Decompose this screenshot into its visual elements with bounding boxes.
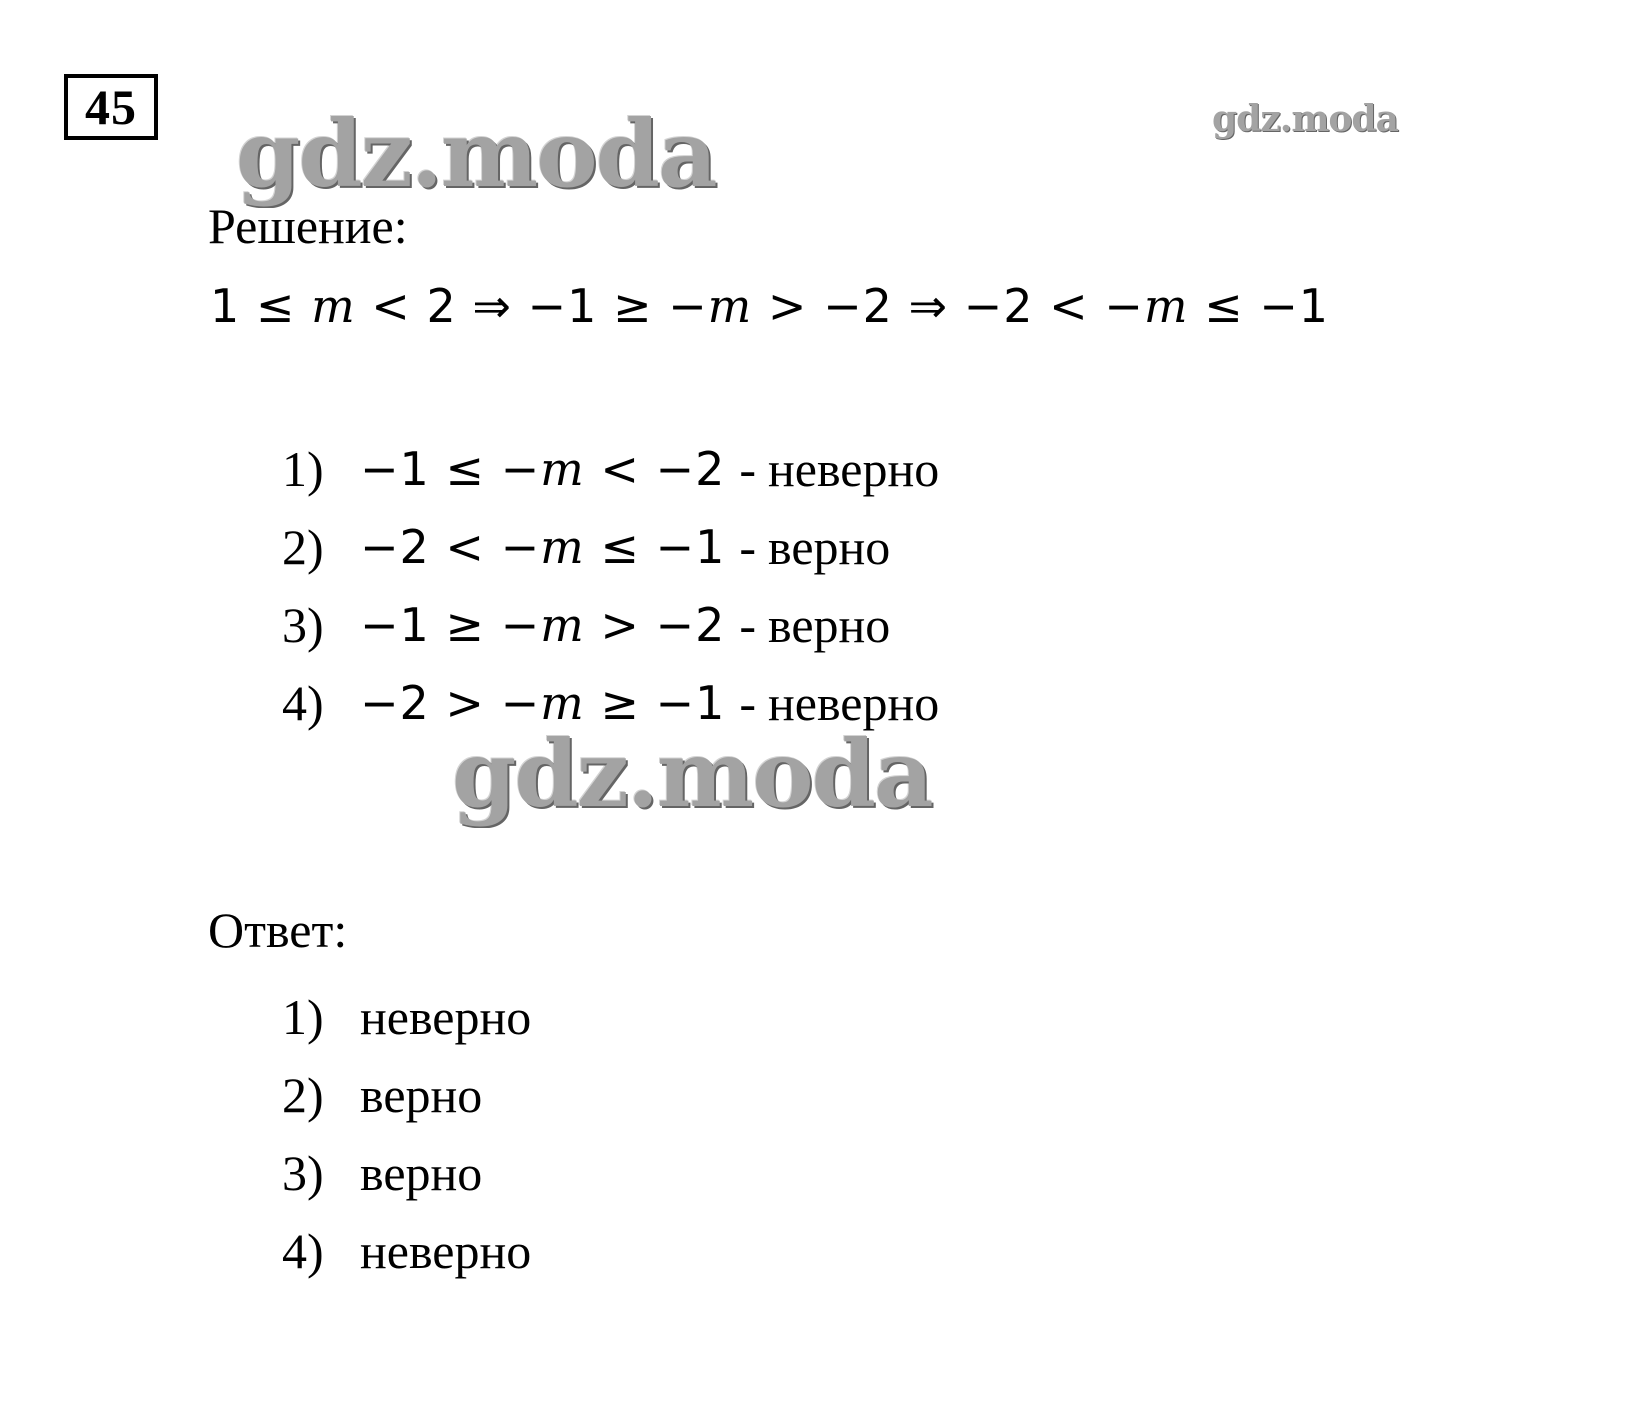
solution-list (282, 430, 939, 742)
chain-part: > −2 ⇒ −2 < − (752, 279, 1144, 333)
item-number: 4) (282, 1223, 324, 1279)
item-number: 3) (282, 1145, 324, 1201)
item-number: 4) (282, 675, 324, 731)
answer-list (282, 978, 531, 1290)
solution-item (282, 430, 939, 508)
inequality-chain (210, 276, 1329, 336)
item-verdict: неверно (768, 675, 940, 731)
item-dash: - (739, 519, 757, 575)
answer-item (282, 978, 531, 1056)
answer-item (282, 1056, 531, 1134)
chain-part: < 2 ⇒ −1 ≥ − (355, 279, 708, 333)
item-number: 1) (282, 989, 324, 1045)
answer-item (282, 1134, 531, 1212)
answer-item (282, 1212, 531, 1290)
answer-heading: Ответ: (208, 902, 348, 958)
chain-variable: m (311, 279, 356, 333)
solution-heading: Решение: (208, 198, 408, 254)
chain-variable: m (707, 279, 753, 333)
item-verdict: неверно (360, 1223, 532, 1279)
solution-item (282, 508, 939, 586)
watermark-logo: gdz.moda (236, 100, 716, 208)
chain-part: 1 ≤ (210, 279, 312, 333)
solution-item (282, 586, 939, 664)
item-verdict: верно (360, 1067, 483, 1123)
task-number-box: 45 (64, 74, 158, 140)
item-verdict: верно (768, 519, 891, 575)
watermark-logo: gdz.moda (1212, 98, 1398, 140)
item-inequality: −1 ≤ −m < −2 (360, 442, 726, 496)
item-inequality: −1 ≥ −m > −2 (360, 598, 726, 652)
item-verdict: неверно (768, 441, 940, 497)
item-number: 3) (282, 597, 324, 653)
item-dash: - (739, 441, 757, 497)
chain-part: ≤ −1 (1188, 279, 1330, 333)
item-dash: - (739, 675, 757, 731)
item-inequality: −2 < −m ≤ −1 (360, 520, 726, 574)
watermark-logo: gdz.moda (452, 720, 932, 828)
item-verdict: неверно (360, 989, 532, 1045)
item-inequality: −2 > −m ≥ −1 (360, 676, 726, 730)
item-number: 2) (282, 1067, 324, 1123)
item-verdict: верно (768, 597, 891, 653)
item-number: 1) (282, 441, 324, 497)
item-number: 2) (282, 519, 324, 575)
item-dash: - (739, 597, 757, 653)
chain-variable: m (1143, 279, 1189, 333)
item-verdict: верно (360, 1145, 483, 1201)
